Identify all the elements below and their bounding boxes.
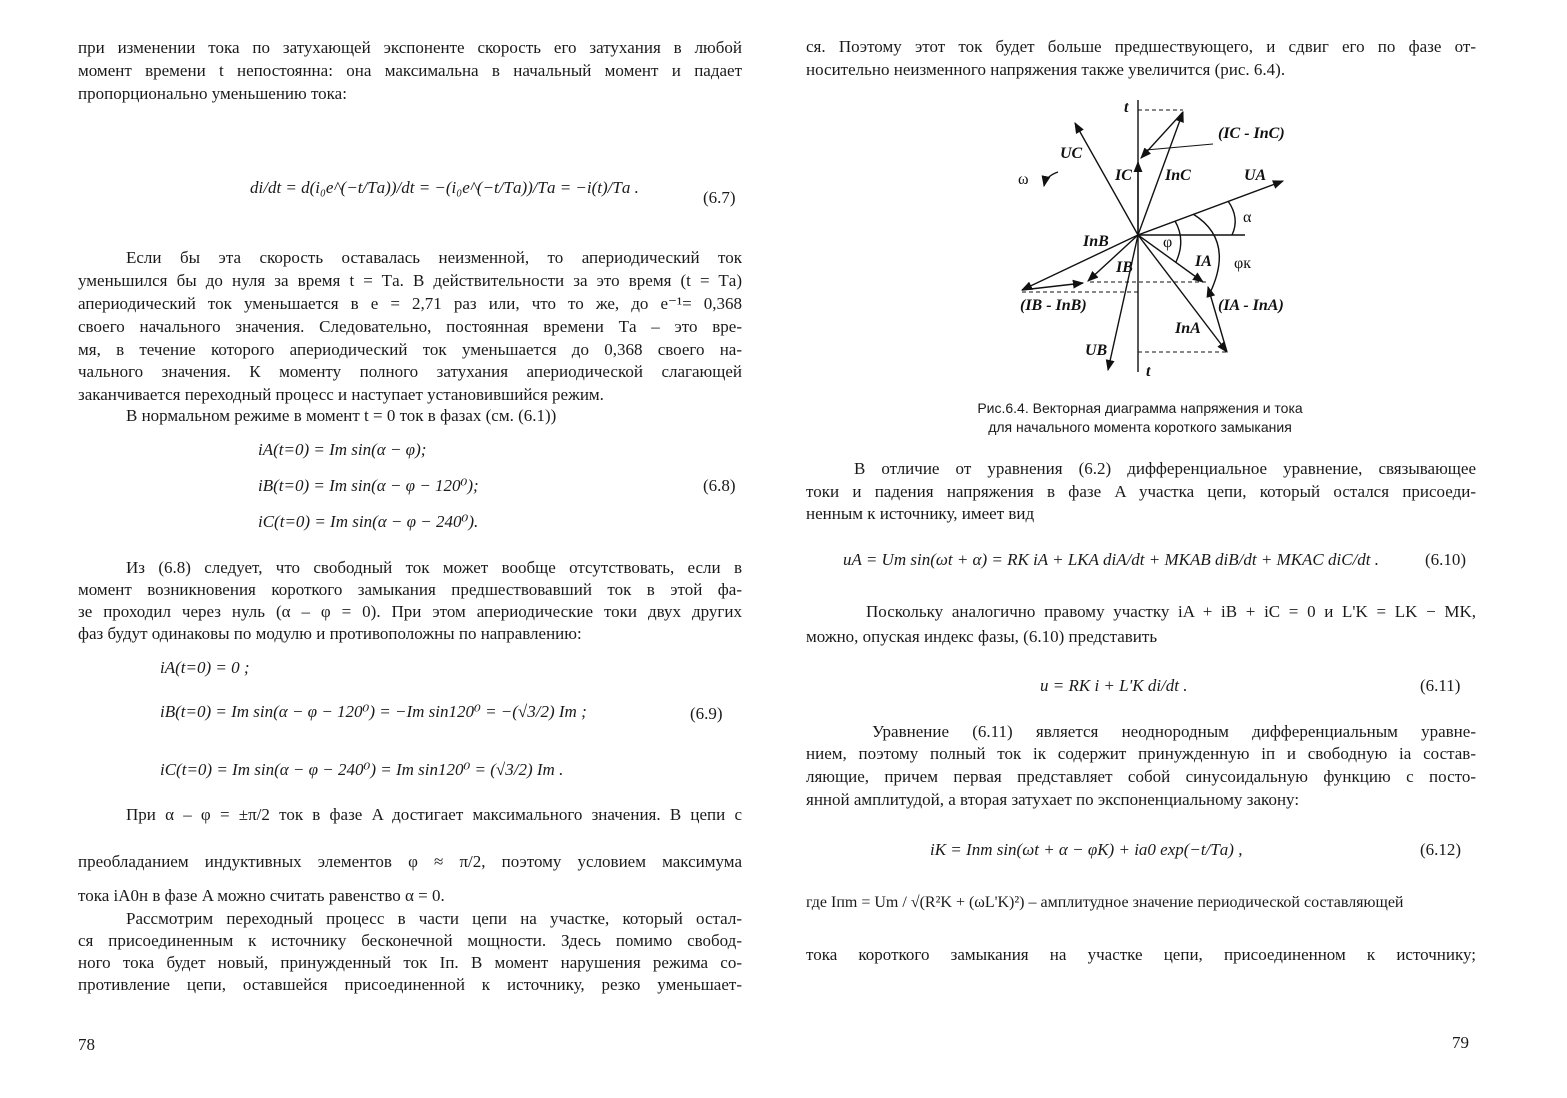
angle-alpha xyxy=(1228,201,1235,235)
label-ic-inc: (IC - IпC) xyxy=(1218,125,1285,142)
text-line: зе проходил через нуль (α – φ = 0). При этом апериодические токи двух других xyxy=(78,602,742,621)
label-ina: IпA xyxy=(1175,320,1201,337)
equation-6-8-line: iC(t=0) = Im sin(α − φ − 240⁰). xyxy=(258,512,479,531)
label-ua: UA xyxy=(1244,167,1267,184)
vector-ua xyxy=(1138,181,1283,235)
text-line: тока короткого замыкания на участке цепи, присоединенном к источнику; xyxy=(806,945,1476,964)
equation-6-10: uA = Um sin(ωt + α) = RK iA + LKA diA/dt + MKAB diB/dt + MKAC diC/dt . xyxy=(843,550,1380,569)
text-line: ляющие, причем первая представляет собой синусоидальную функцию с посто- xyxy=(806,767,1476,786)
label-phi-k: φк xyxy=(1234,255,1252,272)
vector-ub xyxy=(1108,235,1138,370)
text-line: при изменении тока по затухающей экспоненте скорость его затухания в любой xyxy=(78,38,742,57)
text-line: ся присоединенным к источнику бесконечной мощности. Здесь помимо свобод- xyxy=(78,931,742,950)
text-line: чального значения. К моменту полного затухания апериодической слагающей xyxy=(78,362,742,381)
equation-6-9-line: iA(t=0) = 0 ; xyxy=(160,658,250,677)
equation-6-9-line: iC(t=0) = Im sin(α − φ − 240⁰) = Im sin120⁰ = (√3/2) Im . xyxy=(160,760,564,779)
angle-phi xyxy=(1175,221,1181,262)
label-omega: ω xyxy=(1018,171,1029,188)
figure-caption: для начального момента короткого замыкания xyxy=(988,419,1292,435)
label-ib: IB xyxy=(1116,259,1133,276)
label-ic: IC xyxy=(1115,167,1132,184)
text-line: носительно неизменного напряжения также увеличится (рис. 6.4). xyxy=(806,60,1286,79)
equation-number: (6.11) xyxy=(1420,676,1461,695)
text-line: момент времени t непостоянна: она максимальна в начальный момент и падает xyxy=(78,61,742,80)
label-uc: UC xyxy=(1060,145,1083,162)
equation-6-9-line: iB(t=0) = Im sin(α − φ − 120⁰) = −Im sin120⁰ = −(√3/2) Im ; xyxy=(160,702,587,721)
equation-6-8-line: iB(t=0) = Im sin(α − φ − 120⁰); xyxy=(258,476,479,495)
page-number: 78 xyxy=(78,1035,95,1054)
text-line: где Iпm = Um / √(R²K + (ωL'K)²) – амплитудное значение периодической составляющей xyxy=(806,894,1404,911)
equation-number: (6.7) xyxy=(703,188,736,207)
text-line: Из (6.8) следует, что свободный ток может вообще отсутствовать, если в xyxy=(126,558,742,577)
text-line: Уравнение (6.11) является неоднородным дифференциальным уравне- xyxy=(872,722,1476,741)
label-ia-ina: (IA - IпA) xyxy=(1218,297,1284,314)
text-line: апериодический ток уменьшается в e = 2,71 раз или, что то же, до e⁻¹= 0,368 xyxy=(78,294,742,313)
equation-6-7: di/dt = d(i₀e^(−t/Tа))/dt = −(i₀e^(−t/Tа))/Tа = −i(t)/Tа . xyxy=(250,178,639,197)
equation-6-11: u = RK i + L'K di/dt . xyxy=(1040,676,1188,695)
label-phi: φ xyxy=(1163,234,1173,251)
text-line: токи и падения напряжения в фазе A участка цепи, который остался присоеди- xyxy=(806,482,1476,501)
text-line: можно, опуская индекс фазы, (6.10) представить xyxy=(806,627,1158,646)
equation-number: (6.8) xyxy=(703,476,736,495)
text-line: Поскольку аналогично правому участку iA + iB + iC = 0 и L'K = LK − MK, xyxy=(866,602,1476,621)
label-inc: IпC xyxy=(1165,167,1191,184)
vector-ic-inc xyxy=(1141,112,1183,158)
label-t-bottom: t xyxy=(1146,363,1151,380)
label-alpha: α xyxy=(1243,209,1252,226)
label-ia: IA xyxy=(1195,253,1212,270)
text-line: В нормальном режиме в момент t = 0 ток в фазах (см. (6.1)) xyxy=(126,406,557,425)
text-line: противление цепи, оставшейся присоединенной к источнику, резко уменьшает- xyxy=(78,975,742,994)
equation-6-8-line: iA(t=0) = Im sin(α − φ); xyxy=(258,440,427,459)
text-line: При α – φ = ±π/2 ток в фазе A достигает максимального значения. В цепи с xyxy=(126,805,742,824)
page-number: 79 xyxy=(1452,1033,1469,1052)
text-line: заканчивается переходный процесс и наступает установившийся режим. xyxy=(78,385,604,404)
text-line: преобладанием индуктивных элементов φ ≈ π/2, поэтому условием максимума xyxy=(78,852,742,871)
label-inb: IпB xyxy=(1083,233,1109,250)
text-line: Если бы эта скорость оставалась неизменной, то апериодический ток xyxy=(126,248,742,267)
text-line: фаз будут одинаковы по модулю и противоположны по направлению: xyxy=(78,624,582,643)
text-line: нием, поэтому полный ток iк содержит принужденную iп и свободную iа состав- xyxy=(806,744,1476,763)
text-line: В отличие от уравнения (6.2) дифференциальное уравнение, связывающее xyxy=(854,459,1476,478)
label-ub: UB xyxy=(1085,342,1108,359)
text-line: янной амплитудой, а вторая затухает по экспоненциальному закону: xyxy=(806,790,1300,809)
equation-number: (6.10) xyxy=(1425,550,1467,569)
text-line: тока iA0н в фазе A можно считать равенство α = 0. xyxy=(78,886,445,905)
vector-ib-inb xyxy=(1022,283,1083,290)
equation-6-12: iK = Iпm sin(ωt + α − φK) + ia0 exp(−t/Tа) , xyxy=(930,840,1243,859)
label-ib-inb: (IB - IпB) xyxy=(1020,297,1087,314)
text-line: ного тока будет новый, принужденный ток Iп. В момент нарушения режима со- xyxy=(78,953,742,972)
text-line: Рассмотрим переходный процесс в части цепи на участке, который остал- xyxy=(126,909,742,928)
text-line: своего начального значения. Следовательно, постоянная времени Tа – это вре- xyxy=(78,317,742,336)
label-t-top: t xyxy=(1124,99,1129,116)
text-line: ненным к источнику, имеет вид xyxy=(806,504,1035,523)
text-line: уменьшился бы до нуля за время t = Tа. В действительности за это время (t = Tа) xyxy=(78,271,742,290)
text-line: момент возникновения короткого замыкания предшествовавший ток в этой фа- xyxy=(78,580,742,599)
figure-caption: Рис.6.4. Векторная диаграмма напряжения и тока xyxy=(977,400,1303,416)
vector-diagram xyxy=(0,0,1567,400)
text-line: мя, в течение которого апериодический ток уменьшается до 0,368 своего на- xyxy=(78,340,742,359)
equation-number: (6.9) xyxy=(690,704,723,723)
equation-number: (6.12) xyxy=(1420,840,1462,859)
rotation-arrow xyxy=(1044,172,1058,186)
text-line: ся. Поэтому этот ток будет больше предшествующего, и сдвиг его по фазе от- xyxy=(806,37,1476,56)
text-line: пропорционально уменьшению тока: xyxy=(78,84,347,103)
